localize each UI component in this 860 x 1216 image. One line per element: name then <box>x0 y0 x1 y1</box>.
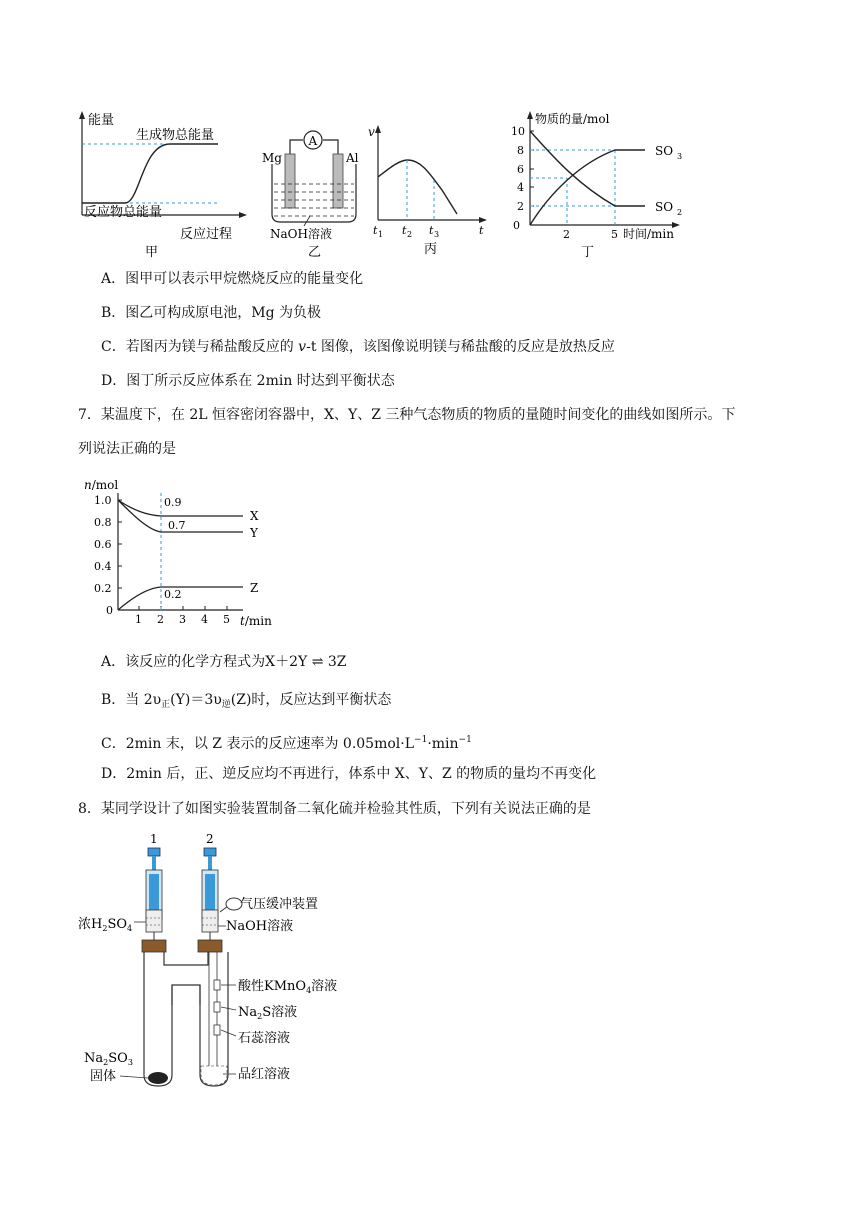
svg-text:t/min <box>240 614 272 628</box>
q7-label-09: 0.9 <box>164 496 182 509</box>
ding-so2: SO <box>655 200 674 214</box>
q7-option-b-post: (Z)时，反应达到平衡状态 <box>230 692 392 708</box>
strip-kmno4 <box>214 980 220 990</box>
bing-y-label: v <box>368 125 375 139</box>
q7-series-x: X <box>250 509 259 523</box>
yi-meter: A <box>308 134 318 148</box>
q7-ytick-1: 1.0 <box>94 494 112 507</box>
bing-t2: t <box>402 224 407 237</box>
q7-y-var: n <box>84 478 92 492</box>
strip-na2s <box>214 1002 220 1012</box>
q7-ytick-0: 0 <box>106 604 113 617</box>
ding-tick-6: 6 <box>517 163 524 176</box>
q7-x-unit: /min <box>244 614 272 628</box>
q6-option-b: B．图乙可构成原电池，Mg 为负极 <box>101 305 322 321</box>
jia-product-label: 生成物总能量 <box>136 128 215 143</box>
jia-x-label: 反应过程 <box>180 227 233 242</box>
q7-ytick-06: 0.6 <box>94 538 112 551</box>
q6-option-c-post: -t 图像，该图像说明镁与稀盐酸的反应是放热反应 <box>306 339 615 355</box>
q7-option-a <box>101 652 347 672</box>
bing-sub2: 2 <box>407 230 413 239</box>
svg-text:Na2S溶液: $Na_2S$溶液 <box>238 1005 298 1021</box>
ding-caption: 丁 <box>581 245 595 260</box>
buffer-label: 气压缓冲装置 <box>240 897 319 912</box>
q7-ytick-02: 0.2 <box>94 582 112 595</box>
ding-tick-8: 8 <box>517 144 524 157</box>
q7-stem-line1: 7．某温度下，在 2L 恒容密闭容器中，X、Y、Z 三种气态物质的物质的量随时间变化的曲线如图所示。下 <box>78 407 736 423</box>
q7-xtick-5: 5 <box>223 613 230 626</box>
q6-option-c-var: v <box>298 339 307 355</box>
q8-apparatus <box>78 830 378 1095</box>
figure-jia <box>70 108 250 258</box>
q6-option-d: D．图丁所示反应体系在 2min 时达到平衡状态 <box>101 373 395 389</box>
figure-ding <box>505 108 705 260</box>
bing-t3: t <box>429 224 434 237</box>
q7-option-c-mid: ·min <box>427 736 459 752</box>
kmno4-label: 酸性KMnO <box>238 979 307 994</box>
svg-text:n/mol <box>84 478 118 492</box>
q7-xtick-2: 2 <box>157 613 164 626</box>
q7-ytick-04: 0.4 <box>94 560 112 573</box>
bing-t-axis: t <box>479 224 484 237</box>
naoh-label: NaOH溶液 <box>226 919 294 934</box>
q7-y-unit: /mol <box>91 478 119 492</box>
q7-ytick-08: 0.8 <box>94 516 112 529</box>
q7-label-02: 0.2 <box>164 588 182 601</box>
svg-text:酸性KMnO4溶液: 酸性KMnO$_4$溶液 <box>238 979 338 995</box>
yi-solution: NaOH溶液 <box>270 227 332 241</box>
q7-option-b <box>101 690 391 715</box>
q7-option-b-mid: (Y)＝3υ <box>170 692 222 708</box>
ding-xtick-5: 5 <box>611 228 618 241</box>
q7-x-var: t <box>240 614 245 628</box>
q7-option-c <box>101 730 472 754</box>
ding-tick-0: 0 <box>513 219 520 232</box>
q8-stem: 8．某同学设计了如图实验装置制备二氧化硫并检验其性质，下列有关说法正确的是 <box>78 801 591 817</box>
syringe-1-cap <box>148 848 160 856</box>
pinhong-label: 品红溶液 <box>238 1067 291 1082</box>
svg-text:Na2SO3: $Na_2SO_3$ <box>84 1051 133 1067</box>
ding-so2-sub: 2 <box>677 208 683 217</box>
ding-tick-4: 4 <box>517 181 524 194</box>
q7-option-c-pre: C．2min 末，以 Z 表示的反应速率为 0.05mol·L <box>101 736 415 752</box>
q7-series-z: Z <box>250 581 259 595</box>
acid-label: 浓H <box>78 917 103 932</box>
q7-option-d: D．2min 后，正、逆反应均不再进行，体系中 X、Y、Z 的物质的量均不再变化 <box>101 766 597 782</box>
ding-tick-2: 2 <box>517 200 524 213</box>
q7-xtick-3: 3 <box>179 613 186 626</box>
q7-series-y: Y <box>250 526 258 540</box>
solid-label: 固体 <box>90 1069 117 1084</box>
q6-option-a: A．图甲可以表示甲烷燃烧反应的能量变化 <box>101 271 364 287</box>
q6-option-c <box>101 337 615 357</box>
q7-label-07: 0.7 <box>168 519 186 532</box>
bing-caption: 丙 <box>424 242 438 257</box>
ding-x-label: 时间/min <box>623 227 674 241</box>
syringe-2-label: 2 <box>206 832 214 846</box>
jia-caption: 甲 <box>145 245 159 258</box>
figure-bing <box>362 122 492 258</box>
ding-so3-sub: 3 <box>677 152 683 161</box>
q7-xtick-4: 4 <box>201 613 208 626</box>
jia-y-label: 能量 <box>88 113 115 128</box>
bing-sub3: 3 <box>434 230 440 239</box>
q7-option-b-sub1: 正 <box>161 700 171 710</box>
q7-option-c-sup1: −1 <box>414 735 428 745</box>
yi-caption: 乙 <box>308 245 322 258</box>
strip-litmus <box>214 1025 220 1035</box>
yi-right-electrode: Al <box>346 151 359 165</box>
ding-tick-10: 10 <box>511 125 525 138</box>
q7-stem-line2: 列说法正确的是 <box>78 441 176 457</box>
syringe-1-label: 1 <box>150 832 158 846</box>
q7-option-a-eq: X＋2Y ⇌ 3Z <box>265 654 347 670</box>
q7-chart <box>78 475 278 635</box>
figure-yi <box>258 122 368 258</box>
yi-left-electrode: Mg <box>262 151 282 165</box>
q7-option-c-sup2: −1 <box>458 735 472 745</box>
q7-option-a-pre: A．该反应的化学方程式为 <box>101 654 266 670</box>
na2s-label: Na <box>238 1005 258 1020</box>
ding-so3: SO <box>655 144 674 158</box>
na2so3-solid <box>148 1072 168 1084</box>
svg-text:浓H2SO4: 浓$H_2SO_4$ <box>78 917 133 933</box>
jia-reactant-label: 反应物总能量 <box>84 205 163 220</box>
syringe-2-cap <box>204 848 216 856</box>
litmus-label: 石蕊溶液 <box>238 1031 291 1046</box>
q7-option-b-pre: B．当 2υ <box>101 692 162 708</box>
bing-t1: t <box>373 224 378 237</box>
q7-xtick-1: 1 <box>135 613 142 626</box>
na2so3-label: Na <box>84 1051 104 1066</box>
ding-xtick-2: 2 <box>563 228 570 241</box>
q6-option-c-pre: C．若图丙为镁与稀盐酸反应的 <box>101 339 299 355</box>
q7-option-b-sub2: 逆 <box>221 700 231 710</box>
bing-sub1: 1 <box>378 230 384 239</box>
ding-y-label: 物质的量/mol <box>535 112 610 126</box>
